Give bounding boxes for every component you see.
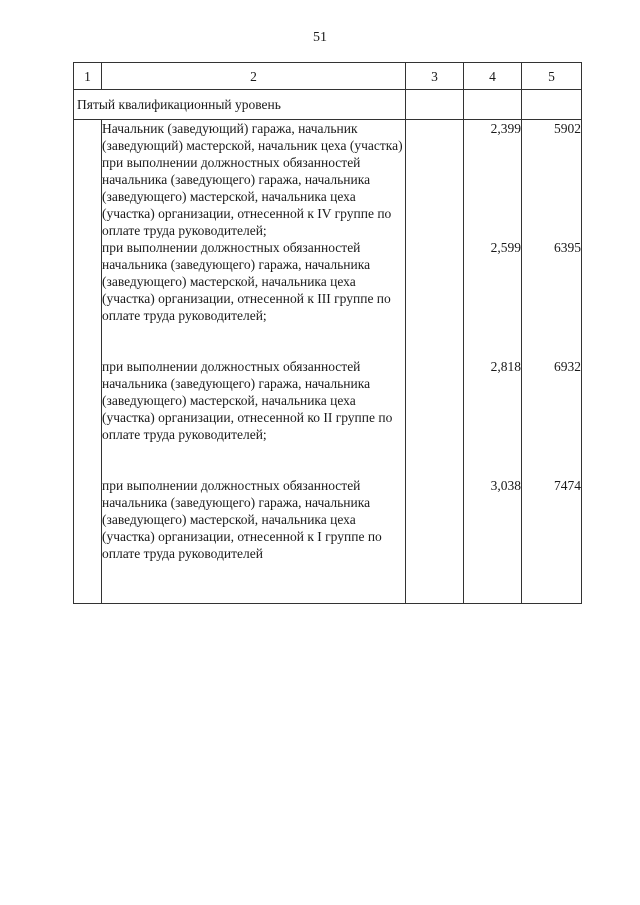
empty-cell: [406, 90, 464, 120]
empty-cell: [522, 90, 582, 120]
page-number: 51: [313, 30, 327, 45]
empty-cell: [74, 120, 102, 604]
description-cell: [102, 120, 406, 604]
salary-value: 7474: [554, 478, 581, 493]
salary-cell: [522, 120, 582, 604]
column-header-1: 1: [74, 63, 102, 90]
column-header-5: 5: [522, 63, 582, 90]
qualification-level-label: Пятый квалификационный уровень: [74, 90, 406, 120]
column-header-2: 2: [102, 63, 406, 90]
salary-value: 5902: [554, 121, 581, 136]
empty-cell: [464, 90, 522, 120]
salary-table: [73, 62, 582, 604]
position-description: при выполнении должностных обязанностей начальника (заведующего) гаража, начальника (заведующего) мастерской, начальника цеха (участка) организации, отнесенной к I группе по оплате труда руководителей: [102, 478, 382, 561]
position-description: при выполнении должностных обязанностей начальника (заведующего) гаража, начальника (заведующего) мастерской, начальника цеха (участка) организации, отнесенной к III группе по оплате труда руководителей;: [102, 240, 391, 323]
column-header-3: 3: [406, 63, 464, 90]
coefficient-value: 2,599: [490, 240, 521, 255]
table-row: [74, 120, 582, 604]
coefficient-cell: [464, 120, 522, 604]
column-header-4: 4: [464, 63, 522, 90]
salary-value: 6932: [554, 359, 581, 374]
qualification-level-row: [74, 90, 582, 120]
salary-value: 6395: [554, 240, 581, 255]
empty-cell: [406, 120, 464, 604]
coefficient-value: 3,038: [490, 478, 521, 493]
coefficient-value: 2,399: [490, 121, 521, 136]
position-description: Начальник (заведующий) гаража, начальник (заведующий) мастерской, начальник цеха (участка) при выполнении должностных обязанностей начальника (заведующего) гаража, начальника (заведующего) мастерской, начальника цеха (участка) организации, отнесенной к IV группе по оплате труда руководителей;: [102, 121, 403, 238]
position-description: при выполнении должностных обязанностей начальника (заведующего) гаража, начальника (заведующего) мастерской, начальника цеха (участка) организации, отнесенной ко II группе по оплате труда руководителей;: [102, 359, 393, 442]
table-header-row: [74, 63, 582, 90]
coefficient-value: 2,818: [490, 359, 521, 374]
